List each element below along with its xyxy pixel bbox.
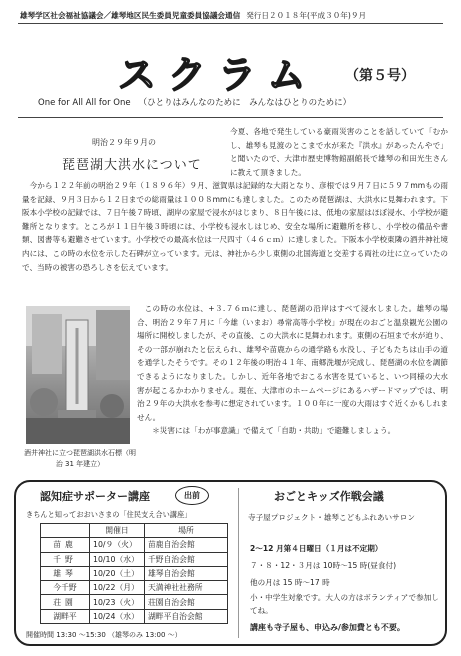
kids-meeting-heading: おごとキッズ作戦会議 <box>274 490 384 503</box>
area-cell: 湖畔平 <box>41 609 90 623</box>
article-intro: 今夏、各地で発生している豪雨災害のことを話していて「むかし、雄琴も見渡のとこまで水が来た『洪水』があったんやで」と聞いたので、大津市歴史博物館副館長で雄琴の和田光生さんに教えて頂きました。 <box>230 127 448 177</box>
venue-cell: 雄琴自治会館 <box>145 566 228 580</box>
article-body-continued <box>137 302 448 438</box>
table-row <box>41 595 228 609</box>
newsletter-title: スクラム <box>118 53 318 97</box>
article-body: 今から１２２年前の明治２９年（１８９６年）９月、滋賀県は記録的な大雨となり、彦根では９月７日に５９７mmもの雨量を記録、９月３日から１２日までの総雨量は１００８mmにも達しました。このため琵琶湖は、大洪水に見舞われます。下阪本小学校の記録では、７日午後７時頃、湖岸の家屋で浸水がはじまり、８日午後には、低地の家屋はほぼ浸水、小学校が避難所となります。ところが１１日午後３時頃には、小学校も浸水しはじめ、安全な場所に避難所を移し、小学校の備品や書類、図書等も避難させています。小学校での最高水位は一尺四寸（４６ｃｍ）に達しました。下阪本小学校東隣の酒井神社境内には、この時の水位を示した石碑が立っています。元は、神社から少し東側の北国海道と交差する両社の辻に立っていたので、当時の被害の恐ろしさを伝えています。 <box>22 181 448 272</box>
photo-caption: 酒井神社に立つ琵琶湖洪水石標（明治 31 年建立） <box>24 449 136 468</box>
free-admission-note: 講座も寺子屋も、申込み/参加費とも不要。 <box>250 623 405 632</box>
header-venue: 場所 <box>145 524 228 538</box>
issue-date: 発行日２０１８年(平成３０年)９月 <box>246 11 367 20</box>
article-date-line: 明治２９年９月の <box>92 138 156 147</box>
venue-cell: 苗鹿自治会館 <box>145 538 228 552</box>
schedule-line: 2～12 月第４日曜日（１月は不定期） <box>250 544 383 553</box>
slogan-en: One for All All for One <box>38 98 131 108</box>
area-cell: 荘園 <box>41 595 90 609</box>
issue-number: （第５号） <box>345 68 415 84</box>
kids-meeting-details <box>250 540 440 617</box>
date-cell: 10/23（火） <box>90 595 145 609</box>
slogan-jp: （ひとりはみんなのために みんなはひとりのために） <box>138 98 352 108</box>
schedule-header-row <box>41 524 228 538</box>
article-headline: 琵琶湖大洪水について <box>62 158 202 173</box>
area-cell: 雄琴 <box>41 566 90 580</box>
venue-cell: 天満神社社務所 <box>145 581 228 595</box>
date-cell: 10/24（水） <box>90 609 145 623</box>
area-cell: 今千野 <box>41 581 90 595</box>
slogan <box>38 96 351 108</box>
table-row <box>41 538 228 552</box>
schedule-table <box>40 523 228 624</box>
session-time-note: 開催時間 13:30 ～15:30 （雄琴のみ 13:00 ～） <box>26 631 182 639</box>
target-line: 小・中学生対象です。大人の方はボランティアで参加してね。 <box>250 593 439 615</box>
table-row <box>41 566 228 580</box>
masthead-rule <box>18 117 443 118</box>
area-cell: 千野 <box>41 552 90 566</box>
venue-cell: 荘園自治会館 <box>145 595 228 609</box>
schedule-line: 他の月は 15 時～17 時 <box>250 578 330 587</box>
header-date: 開催日 <box>90 524 145 538</box>
article-body2: この時の水位は、+３.７６ｍに達し、琵琶湖の沿岸はすべて浸水しました。雄琴の場合、明治２９年７月に「今雄（いまお）尋常高等小学校」が現在のおごと温泉観光公園の場所に開校しましたが、その直後、この大洪水に見舞われます。東側の石垣まで水が迫り、その一部が崩れたと伝えられ、雄琴や苗鹿からの通学路も水没し、子どもたちは山手の道を通学したそうです。その１２年後の明治４１年、南郷洗堰が完成し、琵琶湖の水位を調節できるようになりました。しかし、近年各地でおこる水害を見ていると、いつ同様の大水害が起こるかわかりません。現在、大津市のホームページにあるハザードマップでは、明治２９年の大洪水を参考に想定されています。１００年に一度の大雨はすぐ近くかもしれません。 <box>137 304 448 422</box>
area-cell: 苗鹿 <box>41 538 90 552</box>
table-row <box>41 609 228 623</box>
table-row <box>41 581 228 595</box>
header-area <box>41 524 90 538</box>
delivery-badge: 出前 <box>175 486 209 505</box>
date-cell: 10/20（土） <box>90 566 145 580</box>
schedule-line: ７・８・12・３月は 10時～15 時(昼食付) <box>250 561 397 570</box>
date-cell: 10/10（水） <box>90 552 145 566</box>
table-row <box>41 552 228 566</box>
disaster-note: ＊災害には「わが事意識」で備えて「自助・共助」で避難しましょう。 <box>152 426 396 436</box>
venue-cell: 千野自治会館 <box>145 552 228 566</box>
dementia-supporter-heading: 認知症サポーター講座 <box>40 490 150 503</box>
header-rule <box>18 23 443 24</box>
date-cell: 10/９（火） <box>90 538 145 552</box>
publisher-name: 雄琴学区社会福祉協議会／雄琴地区民生委員児童委員協議会通信 <box>20 11 241 20</box>
venue-cell: 湖畔平自治会館 <box>145 609 228 623</box>
events-divider <box>238 488 239 638</box>
monument-photo <box>26 306 130 444</box>
kids-meeting-subtitle: 寺子屋プロジェクト・雄琴こどもふれあいサロン <box>248 513 415 522</box>
date-cell: 10/22（月） <box>90 581 145 595</box>
dementia-supporter-subtitle: きちんと知っておおいさまの「住民支え合い講座」 <box>26 510 192 519</box>
publisher-header <box>20 10 366 21</box>
